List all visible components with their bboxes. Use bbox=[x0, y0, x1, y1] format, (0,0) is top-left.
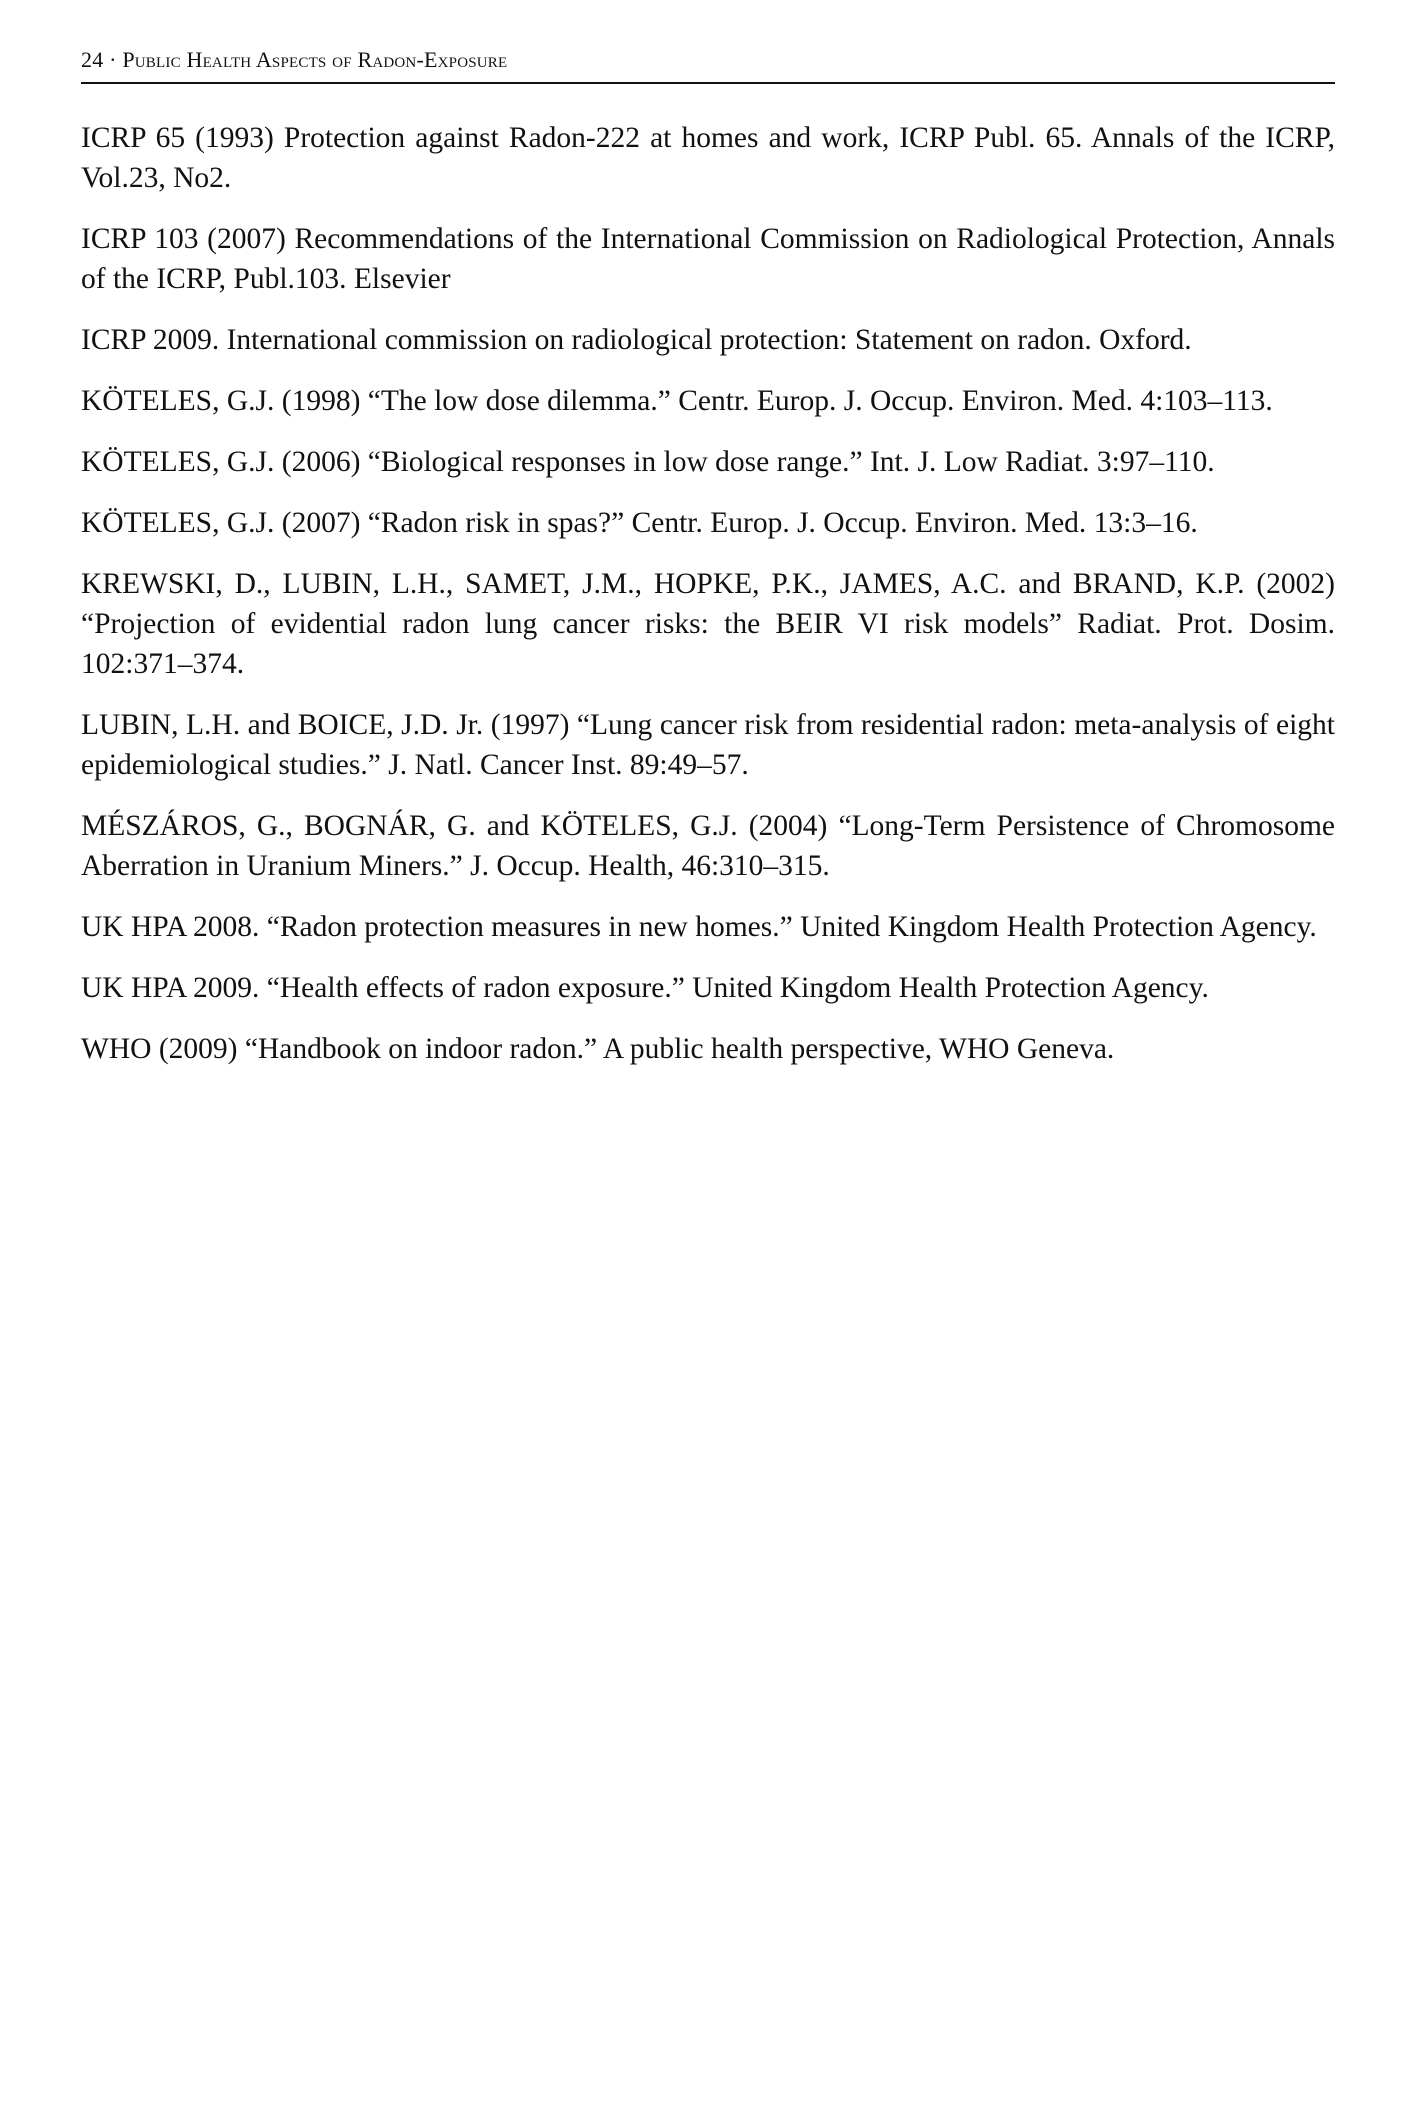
page-number: 24 bbox=[81, 47, 104, 72]
reference-item: KÖTELES, G.J. (2006) “Biological responses in low dose range.” Int. J. Low Radiat. 3:97–110. bbox=[81, 446, 1215, 478]
reference-item: UK HPA 2008. “Radon protection measures in new homes.” United Kingdom Health Protection Agency. bbox=[81, 911, 1317, 943]
reference-item: KÖTELES, G.J. (1998) “The low dose dilemma.” Centr. Europ. J. Occup. Environ. Med. 4:103–113. bbox=[81, 385, 1273, 417]
reference-item: LUBIN, L.H. and BOICE, J.D. Jr. (1997) “Lung cancer risk from residential radon: meta-analysis of eight epidemiological studies.” J. Natl. Cancer Inst. 89:49–57. bbox=[81, 709, 1335, 781]
reference-item: MÉSZÁROS, G., BOGNÁR, G. and KÖTELES, G.J. (2004) “Long-Term Persistence of Chromosome Aberration in Uranium Miners.” J. Occup. Health, 46:310–315. bbox=[81, 810, 1335, 882]
reference-item: ICRP 103 (2007) Recommendations of the International Commission on Radiological Protection, Annals of the ICRP, Publ.103. Elsevier bbox=[81, 223, 1335, 295]
running-title: Public Health Aspects of Radon-Exposure bbox=[122, 47, 508, 72]
reference-item: WHO (2009) “Handbook on indoor radon.” A public health perspective, WHO Geneva. bbox=[81, 1033, 1115, 1065]
header-rule bbox=[81, 82, 1335, 84]
header-separator: · bbox=[103, 47, 123, 72]
reference-item: KREWSKI, D., LUBIN, L.H., SAMET, J.M., HOPKE, P.K., JAMES, A.C. and BRAND, K.P. (2002) “Projection of evidential radon lung cancer risks: the BEIR VI risk models” Radiat. Prot. Dosim. 102:371–374. bbox=[81, 568, 1335, 680]
reference-item: UK HPA 2009. “Health effects of radon exposure.” United Kingdom Health Protection Agency. bbox=[81, 972, 1209, 1004]
reference-item: ICRP 2009. International commission on radiological protection: Statement on radon. Oxford. bbox=[81, 324, 1192, 356]
reference-item: ICRP 65 (1993) Protection against Radon-222 at homes and work, ICRP Publ. 65. Annals of the ICRP, Vol.23, No2. bbox=[81, 122, 1335, 194]
running-header bbox=[81, 46, 1335, 74]
reference-list bbox=[81, 118, 1335, 1090]
reference-item: KÖTELES, G.J. (2007) “Radon risk in spas?” Centr. Europ. J. Occup. Environ. Med. 13:3–16. bbox=[81, 507, 1198, 539]
